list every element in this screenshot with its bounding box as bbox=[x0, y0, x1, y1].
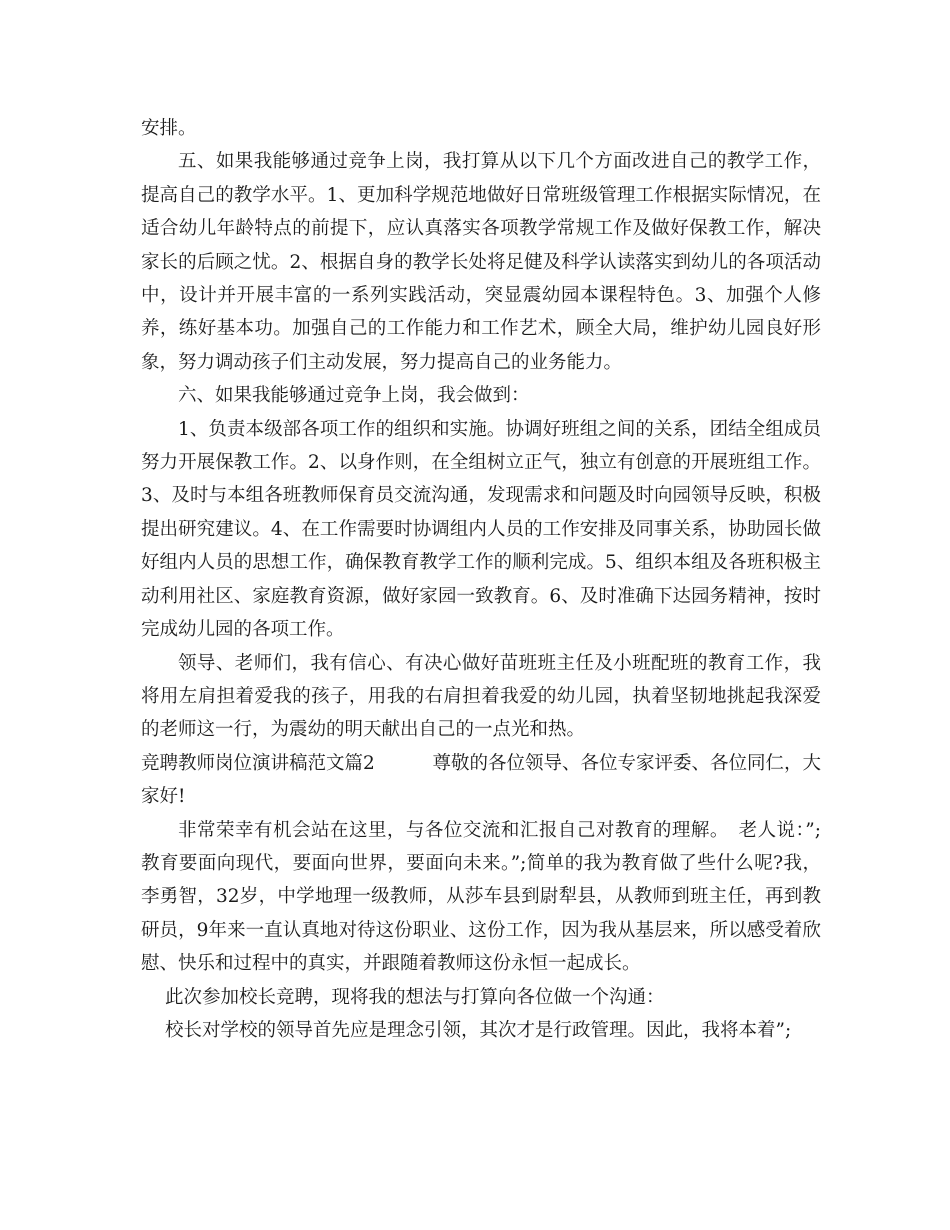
greeting-end: 家好! bbox=[141, 786, 186, 808]
paragraph-commitment-intro: 六、如果我能够通过竞争上岗，我会做到： bbox=[178, 385, 530, 407]
section-title: 竞聘教师岗位演讲稿范文篇2 bbox=[141, 752, 375, 774]
paragraph-improvement-plan: 五、如果我能够通过竞争上岗，我打算从以下几个方面改进自己的教学工作，提高自己的教学水平。1、更加科学规范地做好日常班级管理工作根据实际情况，在适合幼儿年龄特点的前提下，应认真落实各项教学常规工作及做好保教工作，解决家长的后顾之忧。2、根据自身的教学长处将足健及科学认读落实到幼儿的各项活动中，设计并开展丰富的一系列实践活动，突显震幼园本课程特色。3、加强个人修养，练好基本功。加强自己的工作能力和工作艺术，顾全大局，维护幼儿园良好形象，努力调动孩子们主动发展，努力提高自己的业务能力。 bbox=[141, 151, 821, 373]
paragraph-communication: 此次参加校长竞聘，现将我的想法与打算向各位做一个沟通： bbox=[165, 986, 665, 1008]
paragraph-leadership: 校长对学校的领导首先应是理念引领，其次才是行政管理。因此，我将本着”; bbox=[165, 1019, 792, 1041]
document-body bbox=[141, 112, 821, 1047]
paragraph-commitment-list: 1、负责本级部各项工作的组织和实施。协调好班组之间的关系，团结全组成员努力开展保教工作。2、以身作则，在全组树立正气，独立有创意的开展班组工作。3、及时与本组各班教师保育员交流沟通，发现需求和问题及时向园领导反映，积极提出研究建议。4、在工作需要时协调组内人员的工作安排及同事关系，协助园长做好组内人员的思想工作，确保教育教学工作的顺利完成。5、组织本组及各班积极主动利用社区、家庭教育资源，做好家园一致教育。6、及时准确下达园务精神，按时完成幼儿园的各项工作。 bbox=[141, 418, 821, 641]
paragraph-intro-self: 非常荣幸有机会站在这里，与各位交流和汇报自己对教育的理解。 老人说：”;教育要面向现代，要面向世界，要面向未来。”;简单的我为教育做了些什么呢?我，李勇智，32岁，中学地理一级教师，从莎车县到尉犁县，从教师到班主任，再到教研员，9年来一直认真地对待这份职业、这份工作，因为我从基层来，所以感受着欣慰、快乐和过程中的真实，并跟随着教师这份永恒一起成长。 bbox=[141, 819, 821, 975]
paragraph-continuation: 安排。 bbox=[141, 118, 197, 139]
greeting-start: 尊敬的各位领导、各位专家评委、各位同仁，大 bbox=[432, 752, 821, 774]
section-heading-line bbox=[141, 747, 821, 780]
paragraph-closing: 领导、老师们，我有信心、有决心做好苗班班主任及小班配班的教育工作，我将用左肩担着爱我的孩子，用我的右肩担着我爱的幼儿园，执着坚韧地挑起我深爱的老师这一行，为震幼的明天献出自己的一点光和热。 bbox=[141, 652, 821, 741]
